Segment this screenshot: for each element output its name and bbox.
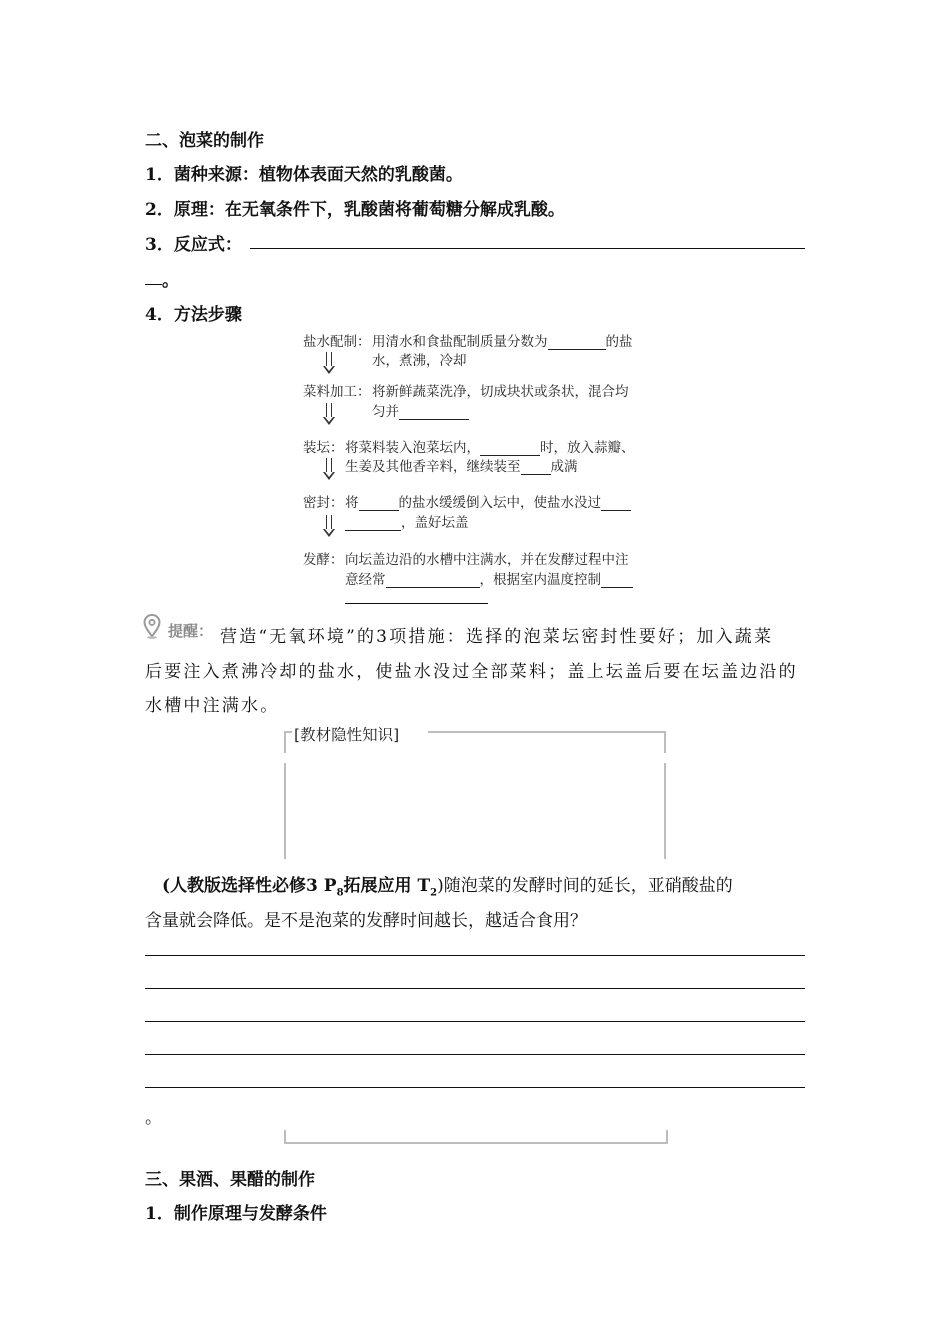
flow-blank[interactable] <box>521 460 551 475</box>
section-title: 二、泡菜的制作 <box>145 131 264 151</box>
flow-blank[interactable] <box>386 573 480 588</box>
list-item: 2．原理：在无氧条件下，乳酸菌将葡萄糖分解成乳酸。 <box>145 200 565 220</box>
period: 。 <box>145 1108 162 1128</box>
flow-blank[interactable] <box>480 441 540 456</box>
question-text: 含量就会降低。是不是泡菜的发酵时间越长，越适合食用？ <box>145 911 587 931</box>
list-item: 3．反应式： <box>145 235 242 255</box>
flow-step-text: 匀并 <box>372 400 469 420</box>
flow-blank[interactable] <box>601 573 633 588</box>
tip-label: 提醒： <box>168 622 214 640</box>
section-title: 三、果酒、果醋的制作 <box>145 1170 315 1190</box>
flow-step-label: 密封： <box>303 495 344 511</box>
flow-step-text: 水，煮沸，冷却 <box>372 353 467 369</box>
period: 。 <box>162 271 179 291</box>
frame-right <box>664 763 666 859</box>
list-item: 4．方法步骤 <box>145 305 242 325</box>
answer-line[interactable] <box>145 1021 805 1022</box>
flow-step-label: 装坛： <box>303 440 344 456</box>
answer-line[interactable] <box>145 955 805 956</box>
flow-blank[interactable] <box>399 405 469 420</box>
frame-left <box>284 763 286 859</box>
answer-line[interactable] <box>145 1087 805 1088</box>
answer-blank[interactable] <box>145 284 162 285</box>
flow-step-text: 用清水和食盐配制质量分数为 的盐 <box>372 334 633 350</box>
flow-step-text: 将 的盐水缓缓倒入坛中，使盐水没过 <box>345 491 631 511</box>
question-text: (人教版选择性必修3 $P_8$拓展应用 $T_2$)随泡菜的发酵时间的延长，亚硝酸盐的 <box>162 876 733 899</box>
tip-text: 后要注入煮沸冷却的盐水，使盐水没过全部菜料；盖上坛盖后要在坛盖边沿的 <box>145 662 798 682</box>
tip-text: 水槽中注满水。 <box>145 696 280 716</box>
answer-line[interactable] <box>145 988 805 989</box>
flow-step-text: ，盖好坛盖 <box>345 511 469 531</box>
tip-text: 营造“无氧环境”的3项措施：选择的泡菜坛密封性要好；加入蔬菜 <box>220 627 774 647</box>
flow-blank[interactable] <box>359 496 399 511</box>
flow-step-text: 生姜及其他香辛料，继续装至 成满 <box>345 459 578 475</box>
flow-blank[interactable] <box>345 603 488 604</box>
flow-blank[interactable] <box>601 496 631 511</box>
list-item: 1．菌种来源：植物体表面天然的乳酸菌。 <box>145 165 463 185</box>
flow-step-label: 盐水配制： <box>303 334 371 350</box>
answer-blank[interactable] <box>250 248 805 249</box>
flow-step-label: 发酵： <box>303 552 344 568</box>
flow-step-text: 将新鲜蔬菜洗净，切成块状或条状，混合均 <box>372 384 629 400</box>
location-pin-icon <box>143 614 161 640</box>
flow-blank[interactable] <box>548 335 606 350</box>
frame-bottom <box>284 1130 668 1144</box>
flow-step-text: 意经常 ，根据室内温度控制 <box>345 568 633 588</box>
list-item: 1．制作原理与发酵条件 <box>145 1204 327 1224</box>
answer-line[interactable] <box>145 1054 805 1055</box>
frame-top-right <box>428 731 666 753</box>
flow-step-text: 向坛盖边沿的水槽中注满水，并在发酵过程中注 <box>345 552 629 568</box>
frame-title: [教材隐性知识] <box>292 723 401 745</box>
flow-step-label: 菜料加工： <box>303 384 371 400</box>
flow-blank[interactable] <box>345 516 401 531</box>
flow-step-text: 将菜料装入泡菜坛内， 时，放入蒜瓣、 <box>345 440 635 456</box>
